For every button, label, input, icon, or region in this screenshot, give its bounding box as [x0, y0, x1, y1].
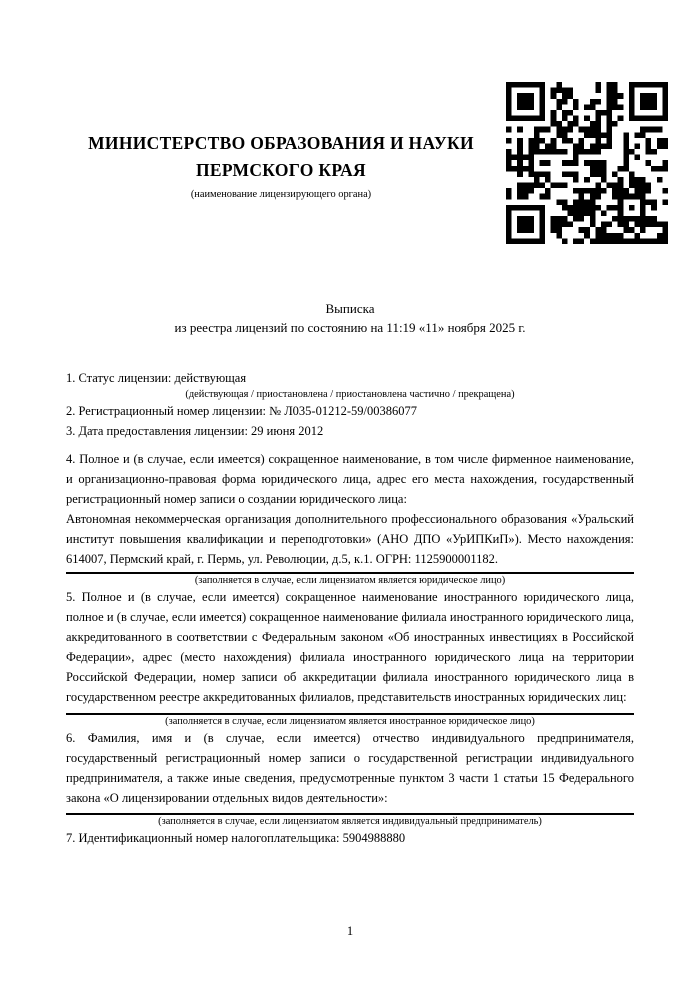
license-grant-date-text: 3. Дата предоставления лицензии: 29 июня 2012 [66, 424, 324, 438]
license-registration-number-text: 2. Регистрационный номер лицензии: № Л035-01212-59/00386077 [66, 404, 417, 418]
document-title-line1: Выписка [325, 301, 375, 316]
ministry-name-line2: ПЕРМСКОГО КРАЯ [196, 160, 366, 180]
taxpayer-id-text: 7. Идентификационный номер налогоплательщика: 5904988880 [66, 831, 406, 845]
document-title-line2: из реестра лицензий по состоянию на 11:19 «11» ноября 2025 г. [174, 319, 526, 335]
individual-entrepreneur-caption: (заполняется в случае, если лицензиатом является индивидуальный предприниматель) [158, 816, 542, 827]
foreign-entity-caption: (заполняется в случае, если лицензиатом является иностранное юридическое лицо) [165, 716, 535, 727]
legal-entity-section [66, 449, 634, 569]
document-title [66, 300, 634, 337]
legal-entity-label: 4. Полное и (в случае, если имеется) сокращенное наименование, в том числе фирменное наименование, и организационно-правовая форма юридического лица, адрес его места нахождения, государственный регистрационный номер записи о создании юридического лица: [66, 452, 634, 506]
license-status-text: 1. Статус лицензии: действующая [66, 371, 247, 385]
ministry-name-line1: МИНИСТЕРСТВО ОБРАЗОВАНИЯ И НАУКИ [88, 133, 474, 153]
licensing-authority-header [66, 130, 496, 201]
legal-entity-caption: (заполняется в случае, если лицензиатом является юридическое лицо) [194, 575, 506, 586]
individual-entrepreneur-label: 6. Фамилия, имя и (в случае, если имеется) отчество индивидуального предпринимателя, государственный регистрационный номер записи о государственной регистрации индивидуального предпринимателя, а также иные сведения, предусмотренные пунктом 3 части 1 статьи 15 Федерального закона «О лицензировании отдельных видов деятельности»: [66, 731, 634, 805]
page-number: 1 [346, 924, 354, 938]
ministry-caption: (наименование лицензирующего органа) [190, 189, 372, 200]
foreign-entity-label: 5. Полное и (в случае, если имеется) сокращенное наименование иностранного юридического лица, полное и (в случае, если имеется) сокращенное наименование филиала иностранного юридического лица, аккредитованного в соответствии с Федеральным законом «Об иностранных инвестициях в Российской Федерации», адрес (место нахождения) филиала иностранного юридического лица на территории Российской Федерации, номер записи об аккредитации филиала иностранного юридического лица в государственном реестре аккредитованных филиалов, представительств иностранных юридических лиц: [66, 590, 634, 704]
document-body [66, 368, 634, 848]
legal-entity-value: Автономная некоммерческая организация дополнительного профессионального образования «Уральский институт повышения квалификации и переподготовки» (АНО ДПО «УрИПКиП»). Место нахождения: 614007, Пермский край, г. Пермь, ул. Революции, д.5, к.1. ОГРН: 1125900001182. [66, 512, 634, 566]
license-status-options-caption: (действующая / приостановлена / приостановлена частично / прекращена) [185, 389, 515, 400]
qr-code-icon [506, 82, 668, 244]
